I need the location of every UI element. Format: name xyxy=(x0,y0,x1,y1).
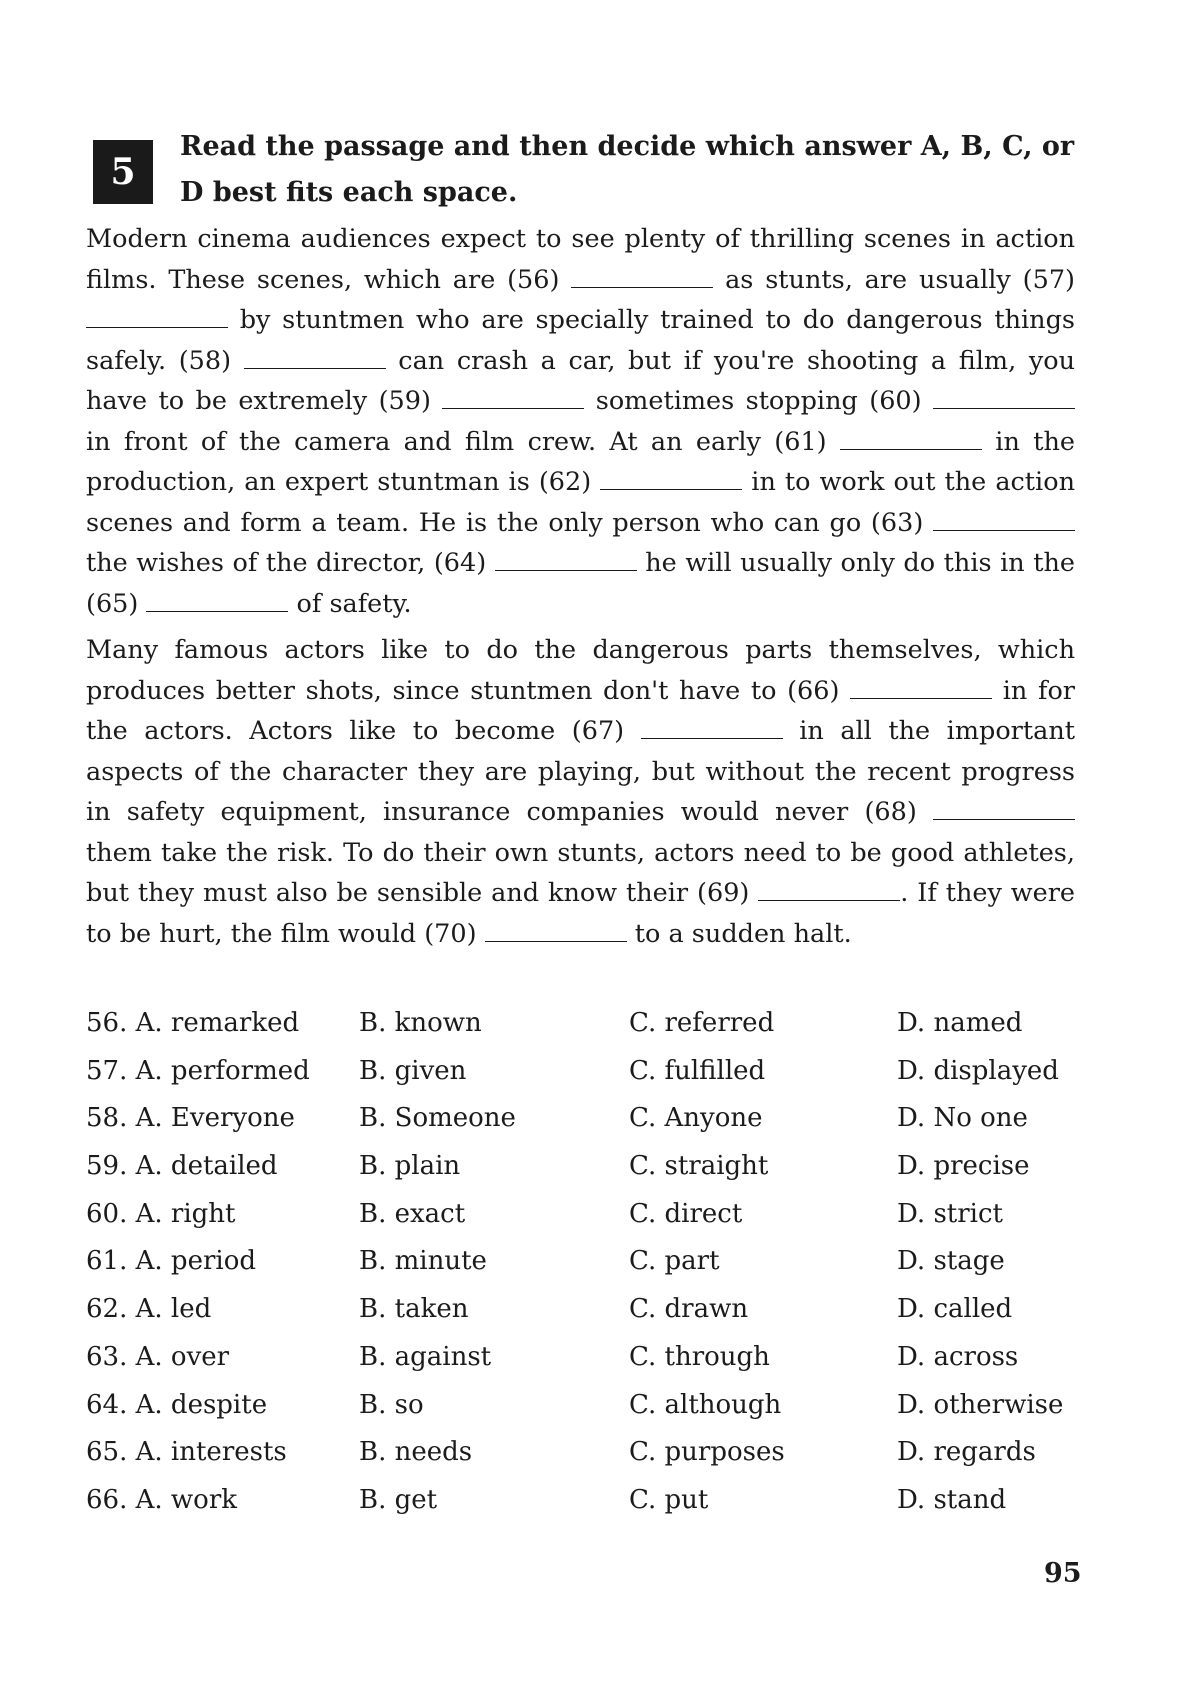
passage-text: them take the risk. To do their own stunts, actors need to be good athletes, but they must also be sensible and know their (69) xyxy=(86,837,1075,908)
option-d: D. stand xyxy=(897,1484,1007,1515)
blank-58 xyxy=(244,367,386,369)
option-d: D. strict xyxy=(897,1198,1003,1229)
blank-69 xyxy=(758,899,900,901)
blank-70 xyxy=(485,940,627,942)
option-c: C. part xyxy=(629,1246,720,1277)
passage-text: in all the important aspects of the character they are playing, but without the recent progress in safety equipment, insurance companies would never (68) xyxy=(86,716,1075,827)
answer-options xyxy=(86,1000,1086,1525)
option-c: C. through xyxy=(629,1341,770,1372)
option-b: B. exact xyxy=(359,1198,466,1229)
passage-text: to a sudden halt. xyxy=(626,918,852,949)
passage-text: Modern cinema audiences expect to see plenty of thrilling scenes in action films. These scenes, which are (56) xyxy=(86,224,1075,295)
option-d: D. precise xyxy=(897,1151,1030,1182)
passage-text: Many famous actors like to do the dangerous parts themselves, which produces better shots, since stuntmen don't have to (66) xyxy=(86,635,1075,706)
question-row xyxy=(86,1191,1086,1239)
option-c: C. direct xyxy=(629,1198,743,1229)
option-d: D. No one xyxy=(897,1103,1028,1134)
option-a: 58. A. Everyone xyxy=(86,1103,295,1134)
blank-60 xyxy=(933,407,1075,409)
option-c: C. straight xyxy=(629,1151,769,1182)
option-b: B. plain xyxy=(359,1151,461,1182)
passage-text: by stuntmen who are specially trained to do dangerous things safely. (58) xyxy=(86,305,1075,376)
blank-64 xyxy=(495,569,637,571)
option-b: B. against xyxy=(359,1341,492,1372)
option-a: 62. A. led xyxy=(86,1294,212,1325)
passage-text: as stunts, are usually (57) xyxy=(713,264,1075,295)
passage-text: the wishes of the director, (64) xyxy=(86,548,495,578)
blank-56 xyxy=(571,286,713,288)
question-row xyxy=(86,1238,1086,1286)
blank-62 xyxy=(600,488,742,490)
question-row xyxy=(86,1477,1086,1525)
option-c: C. purposes xyxy=(629,1437,785,1468)
passage-text: in to work out the action scenes and form a team. He is the only person who can go (63) xyxy=(86,467,1075,538)
question-row xyxy=(86,1429,1086,1477)
option-b: B. get xyxy=(359,1484,438,1515)
page-number: 95 xyxy=(1044,1558,1082,1589)
passage-text: sometimes stopping (60) xyxy=(584,386,933,416)
passage-text: in the production, an expert stuntman is (62) xyxy=(86,426,1075,497)
option-b: B. needs xyxy=(359,1437,473,1468)
passage-text: he will usually only do this in the (65) xyxy=(86,548,1075,619)
option-b: B. minute xyxy=(359,1246,487,1277)
passage-paragraph-1 xyxy=(86,219,1075,624)
option-a: 64. A. despite xyxy=(86,1389,268,1420)
option-b: B. taken xyxy=(359,1294,469,1325)
option-a: 60. A. right xyxy=(86,1198,236,1229)
passage-text: can crash a car, but if you're shooting a film, you have to be extremely (59) xyxy=(86,345,1075,416)
option-c: C. although xyxy=(629,1389,782,1420)
blank-63 xyxy=(933,529,1075,531)
blank-66 xyxy=(850,697,992,699)
question-row xyxy=(86,1334,1086,1382)
question-row xyxy=(86,1286,1086,1334)
option-c: C. fulfilled xyxy=(629,1055,766,1086)
blank-67 xyxy=(641,737,783,739)
option-b: B. so xyxy=(359,1389,424,1420)
blank-59 xyxy=(442,407,584,409)
passage-paragraph-2 xyxy=(86,630,1075,954)
option-c: C. referred xyxy=(629,1008,775,1038)
exercise-instruction: Read the passage and then decide which answer A, B, C, or D best fits each space. xyxy=(180,131,1075,208)
option-a: 65. A. interests xyxy=(86,1437,287,1468)
option-d: D. stage xyxy=(897,1246,1005,1277)
passage-text: in front of the camera and film crew. At an early (61) xyxy=(86,426,840,457)
blank-65 xyxy=(146,610,288,612)
option-a: 61. A. period xyxy=(86,1246,256,1277)
option-a: 59. A. detailed xyxy=(86,1151,278,1182)
option-d: D. named xyxy=(897,1008,1023,1038)
option-b: B. given xyxy=(359,1055,467,1086)
question-row xyxy=(86,1095,1086,1143)
question-row xyxy=(86,1048,1086,1096)
passage-text: . If they were to be hurt, the film would (70) xyxy=(86,878,1075,949)
option-a: 66. A. work xyxy=(86,1484,238,1515)
question-row xyxy=(86,1000,1086,1048)
option-b: B. Someone xyxy=(359,1103,516,1134)
option-d: D. otherwise xyxy=(897,1389,1064,1420)
blank-61 xyxy=(840,448,982,450)
question-row xyxy=(86,1382,1086,1430)
question-row xyxy=(86,1143,1086,1191)
option-b: B. known xyxy=(359,1008,482,1038)
option-a: 63. A. over xyxy=(86,1341,230,1372)
passage-text: of safety. xyxy=(288,588,412,619)
option-a: 57. A. performed xyxy=(86,1055,310,1086)
option-c: C. drawn xyxy=(629,1294,749,1325)
option-d: D. called xyxy=(897,1294,1013,1325)
option-c: C. Anyone xyxy=(629,1103,763,1134)
option-d: D. displayed xyxy=(897,1055,1059,1086)
exercise-number-badge: 5 xyxy=(93,140,153,204)
passage-text: in for the actors. Actors like to become (67) xyxy=(86,675,1075,746)
blank-68 xyxy=(933,818,1075,820)
option-c: C. put xyxy=(629,1484,709,1515)
option-a: 56. A. remarked xyxy=(86,1008,300,1038)
option-d: D. regards xyxy=(897,1437,1036,1468)
option-d: D. across xyxy=(897,1341,1019,1372)
blank-57 xyxy=(86,326,228,328)
